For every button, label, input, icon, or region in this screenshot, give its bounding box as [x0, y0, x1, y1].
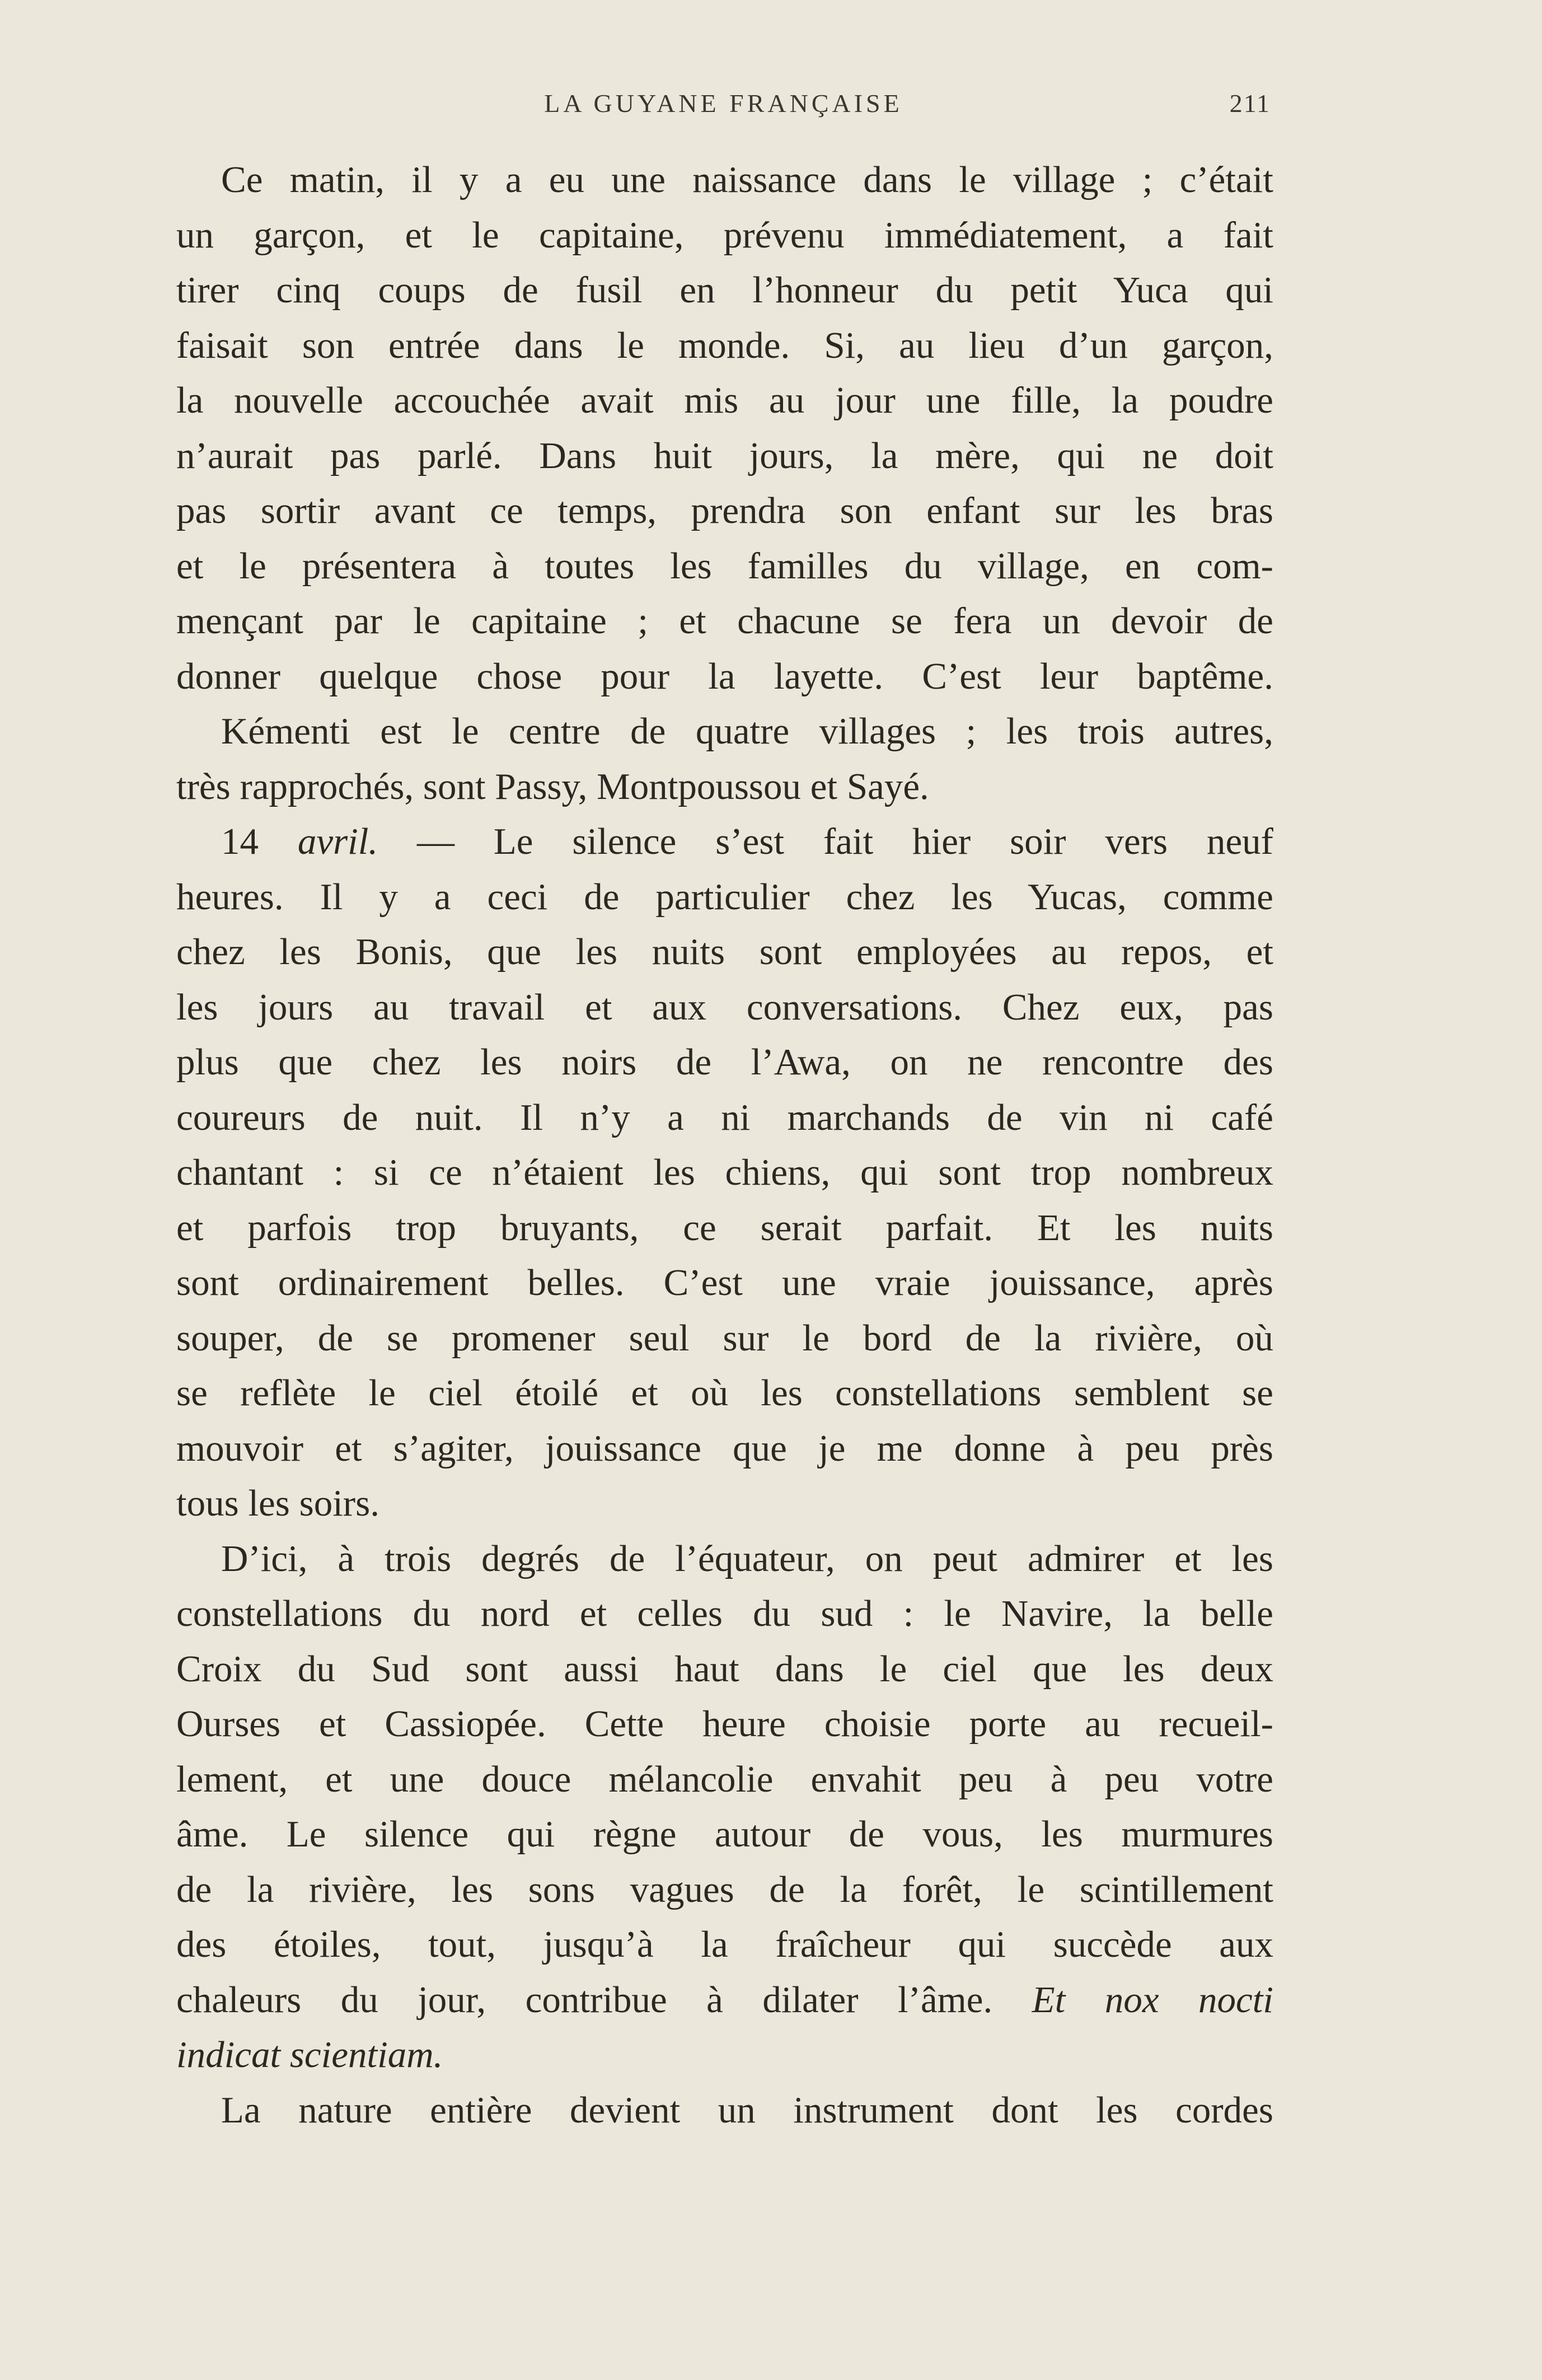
text-line: plus que chez les noirs de l’Awa, on ne rencontre des [176, 1041, 1273, 1083]
text-line: de la rivière, les sons vagues de la forêt, le scintillement [176, 1868, 1273, 1910]
date-month: avril. [297, 821, 378, 862]
text-line-with-latin [176, 1972, 1273, 2028]
text-line: un garçon, et le capitaine, prévenu immédiatement, a fait [176, 214, 1273, 256]
text-line: constellations du nord et celles du sud : le Navire, la belle [176, 1593, 1273, 1634]
text-line: et parfois trop bruyants, ce serait parfait. Et les nuits [176, 1207, 1273, 1249]
text-line: des étoiles, tout, jusqu’à la fraîcheur qui succède aux [176, 1924, 1273, 1965]
text-line: lement, et une douce mélancolie envahit peu à peu votre [176, 1758, 1273, 1800]
text-line: tirer cinq coups de fusil en l’honneur du petit Yuca qui [176, 269, 1273, 311]
latin-quote-continued: indicat scientiam. [176, 2034, 443, 2075]
text-line: sont ordinairement belles. C’est une vraie jouissance, après [176, 1262, 1273, 1303]
text-line: mençant par le capitaine ; et chacune se fera un devoir de [176, 600, 1273, 642]
dated-entry-line [176, 814, 1273, 869]
text-line: heures. Il y a ceci de particulier chez les Yucas, comme [176, 876, 1273, 918]
text-line: n’aurait pas parlé. Dans huit jours, la mère, qui ne doit [176, 434, 1273, 476]
body-text [176, 152, 1273, 2138]
text-line: La nature entière devient un instrument dont les cordes [221, 2089, 1273, 2131]
text-line: Croix du Sud sont aussi haut dans le ciel que les deux [176, 1648, 1273, 1690]
text-line: Ourses et Cassiopée. Cette heure choisie porte au recueil- [176, 1703, 1273, 1745]
text-line: coureurs de nuit. Il n’y a ni marchands de vin ni café [176, 1096, 1273, 1138]
text-line: souper, de se promener seul sur le bord de la rivière, où [176, 1317, 1273, 1359]
text-line: faisait son entrée dans le monde. Si, au lieu d’un garçon, [176, 324, 1273, 366]
text-line: Ce matin, il y a eu une naissance dans le village ; c’était [221, 159, 1273, 200]
date-rest: — Le silence s’est fait hier soir vers neuf [378, 821, 1273, 862]
page-number: 211 [1229, 89, 1271, 118]
text-line: Kémenti est le centre de quatre villages ; les trois autres, [221, 710, 1273, 752]
text-line: se reflète le ciel étoilé et où les constellations semblent se [176, 1372, 1273, 1414]
running-head [176, 88, 1271, 128]
text-line: mouvoir et s’agiter, jouissance que je me donne à peu près [176, 1427, 1273, 1469]
text-line: donner quelque chose pour la layette. C’est leur baptême. [176, 655, 1273, 697]
text-line: la nouvelle accouchée avait mis au jour une fille, la poudre [176, 380, 1273, 421]
text-line: pas sortir avant ce temps, prendra son enfant sur les bras [176, 490, 1273, 531]
text-line: chantant : si ce n’étaient les chiens, qui sont trop nombreux [176, 1152, 1273, 1193]
running-title: LA GUYANE FRANÇAISE [544, 89, 903, 118]
text-line: tous les soirs. [176, 1483, 379, 1524]
text-line: très rapprochés, sont Passy, Montpoussou et Sayé. [176, 765, 929, 807]
text-line: D’ici, à trois degrés de l’équateur, on peut admirer et les [221, 1537, 1273, 1579]
date-day: 14 [221, 821, 298, 862]
latin-quote: Et nox nocti [1032, 1979, 1273, 2021]
text-line: les jours au travail et aux conversations. Chez eux, pas [176, 986, 1273, 1028]
text-line: et le présentera à toutes les familles du village, en com- [176, 545, 1273, 587]
text-line: chez les Bonis, que les nuits sont employées au repos, et [176, 931, 1273, 972]
text-line: âme. Le silence qui règne autour de vous, les murmures [176, 1813, 1273, 1855]
text-segment: chaleurs du jour, contribue à dilater l’âme. [176, 1979, 993, 2021]
